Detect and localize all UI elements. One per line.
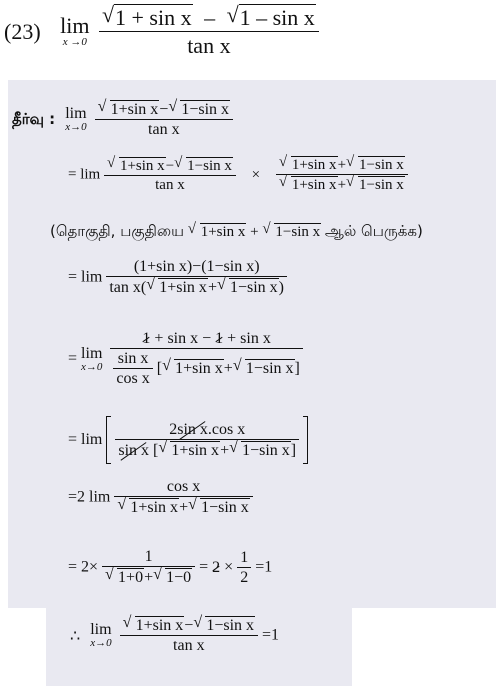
solution-line-3: = lim $\frac{\text{(1+sin x)−(1−sin x)}}{\text{tan x(√ 1+sin x+√ 1−sin x)}}$ [68, 258, 287, 297]
solution-line-2: = lim √ $\frac{\text{1+sin x−√ 1−sin x}}{\text{tan x}}$ × √ 1+sin x+√ 1−sin x √ 1+sin x+√ 1−sin x [68, 156, 408, 194]
solution-line-4: = lim x→0 1 + sin x − 1 + sin x $\frac{\text{sin x}}{\text{cos x}}$ [√ 1+sin x+√ 1−sin x] [68, 330, 303, 388]
limit-operator: lim x →0 [60, 13, 90, 48]
final-answer: ∴ lim x→0 √ $\frac{\text{1+sin x−√ 1−sin x}}{\text{tan x}}$ =1 [70, 616, 279, 655]
solution-label: தீர்வு : [12, 109, 56, 128]
problem-fraction: √ $\frac{\text{1 + sin x – √ 1 – sin x}}{\text{tan x}}$ [99, 4, 319, 59]
problem-number: (23) [4, 18, 41, 44]
solution-line-1: தீர்வு : lim x→0 √ $\frac{\text{1+sin x−√ 1−sin x}}{\text{tan x}}$ [12, 100, 233, 139]
solution-line-7: = 2× 1 √ 1+0+√ 1−0 = 2 × $\frac{1}{2}$ =1 [68, 548, 272, 587]
multiply-note: (தொகுதி, பகுதியை √ 1+sin x + √ 1−sin x ஆல் பெருக்க) [50, 222, 423, 242]
solution-line-6: =2 lim cos x √ 1+sin x+√ 1−sin x [68, 478, 253, 517]
problem-statement [4, 4, 319, 59]
solution-line-5: = lim $\frac{\text{2sin x.cos x}}{\text{sin x [√ 1+sin x+√ 1−sin x]}}$ [68, 416, 308, 464]
